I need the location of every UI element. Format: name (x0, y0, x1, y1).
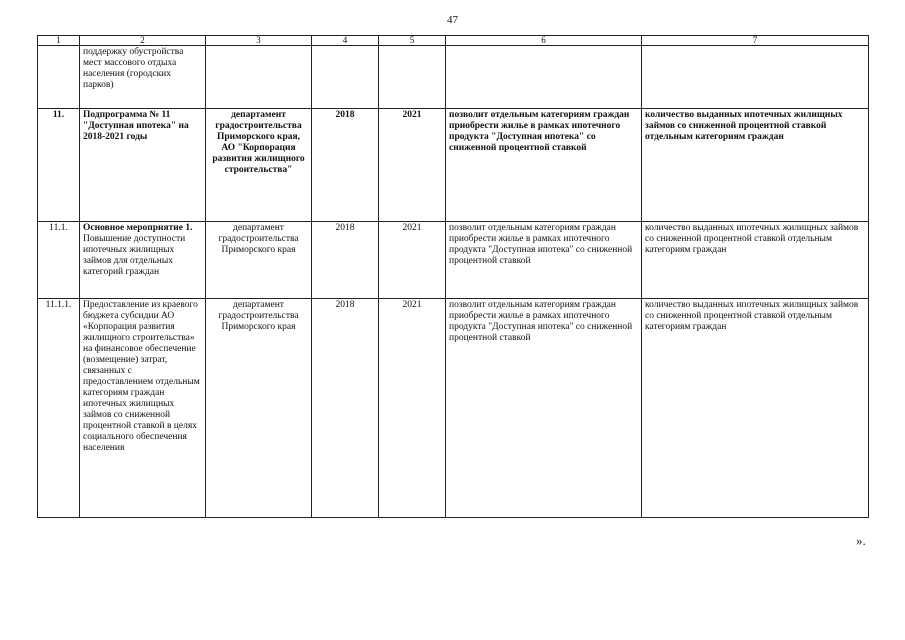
header-col-3: 3 (206, 36, 312, 46)
target-indicator: количество выданных ипотечных жилищных займов со сниженной процентной ставкой отдельным категориям граждан (642, 222, 869, 299)
target-indicator (642, 46, 869, 109)
table-row (38, 222, 869, 299)
table-row (38, 46, 869, 109)
measure-name: поддержку обустройства мест массового отдыха населения (городских парков) (80, 46, 206, 109)
header-col-4: 4 (312, 36, 379, 46)
end-year: 2021 (379, 299, 446, 518)
start-year: 2018 (312, 222, 379, 299)
header-col-2: 2 (80, 36, 206, 46)
end-year: 2021 (379, 109, 446, 222)
table-row (38, 299, 869, 518)
responsible-executor: департамент градостроительства Приморского края (206, 299, 312, 518)
target-indicator: количество выданных ипотечных жилищных займов со сниженной процентной ставкой отдельным категориям граждан (642, 109, 869, 222)
expected-result (446, 46, 642, 109)
expected-result: позволит отдельным категориям граждан приобрести жилье в рамках ипотечного продукта "Доступная ипотека" со сниженной процентной ставкой (446, 299, 642, 518)
end-year (379, 46, 446, 109)
row-number: 11.1. (38, 222, 80, 299)
table-row (38, 109, 869, 222)
measure-name-bold: Основное мероприятие 1. (83, 223, 193, 233)
expected-result: позволит отдельным категориям граждан приобрести жилье в рамках ипотечного продукта "Доступная ипотека" со сниженной процентной ставкой (446, 222, 642, 299)
start-year: 2018 (312, 109, 379, 222)
program-table (37, 35, 869, 518)
start-year (312, 46, 379, 109)
page-number: 47 (447, 14, 458, 26)
measure-name: Подпрограмма № 11 "Доступная ипотека" на 2018-2021 годы (80, 109, 206, 222)
responsible-executor: департамент градостроительства Приморского края (206, 222, 312, 299)
closing-quote-mark: ». (856, 533, 866, 548)
responsible-executor: департамент градостроительства Приморского края, АО "Корпорация развития жилищного строительства" (206, 109, 312, 222)
row-number: 11. (38, 109, 80, 222)
expected-result: позволит отдельным категориям граждан приобрести жилье в рамках ипотечного продукта "Доступная ипотека" со сниженной процентной ставкой (446, 109, 642, 222)
measure-name (80, 222, 206, 299)
header-col-5: 5 (379, 36, 446, 46)
responsible-executor (206, 46, 312, 109)
row-number (38, 46, 80, 109)
header-col-7: 7 (642, 36, 869, 46)
header-row (38, 36, 869, 46)
start-year: 2018 (312, 299, 379, 518)
end-year: 2021 (379, 222, 446, 299)
measure-name: Предоставление из краевого бюджета субсидии АО «Корпорация развития жилищного строительства» на финансовое обеспечение (возмещение) затрат, связанных с предоставлением отдельным категориям граждан ипотечных жилищных займов со сниженной процентной ставкой в целях социального обеспечения населения (80, 299, 206, 518)
header-col-1: 1 (38, 36, 80, 46)
row-number: 11.1.1. (38, 299, 80, 518)
header-col-6: 6 (446, 36, 642, 46)
target-indicator: количество выданных ипотечных жилищных займов со сниженной процентной ставкой отдельным категориям граждан (642, 299, 869, 518)
measure-name-rest: Повышение доступности ипотечных жилищных займов для отдельных категорий граждан (83, 234, 186, 277)
